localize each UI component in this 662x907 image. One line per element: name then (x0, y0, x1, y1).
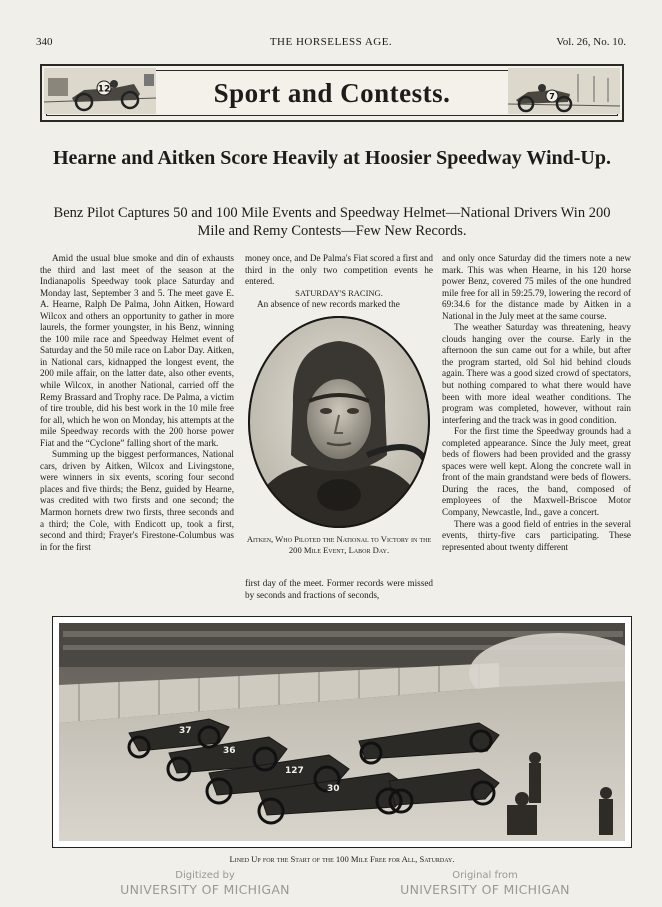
car-number-30: 30 (327, 784, 340, 794)
car-number-37: 37 (179, 726, 192, 736)
col2-paragraph-2: An absence of new records marked the (257, 299, 400, 310)
article-headline: Hearne and Aitken Score Heavily at Hoosier Speedway Wind-Up. (53, 147, 611, 169)
col1-paragraph-1: Amid the usual blue smoke and din of exhausts the third and last meet of the season at the Indianapolis Speedway took place Saturday and Monday last, September 3 and 5. The meet gave E. A. Hearne, Ralph De Palma, John Aitken, Howard Wilcox and others an opportunity to gather in more laurels, the former youngster, in his Benz, winning the 100 mile race and Speedway Helmet event of Saturday and the 50 mile race on Labor Day. Aitken, in National cars, kidnapped the longest event, the 200 mile affair, on the latter date, also other events, while Wilcox, in another National, carried off the Remy Brassard and Trophy race. De Palma, a victim of tire trouble, did his best work in the 10 mile free for all, which he won on Monday, his attempts at the mile Speedway records with the 200 horse power Fiat and the “Cyclone” falling short of the mark. (40, 253, 234, 448)
section-subhead-saturday: SATURDAY'S RACING. (295, 287, 383, 298)
digitized-by-watermark (100, 870, 310, 897)
column-3 (442, 253, 631, 553)
race-lineup-illustration (59, 623, 625, 841)
page-number: 340 (36, 36, 53, 48)
col1-paragraph-2: Summing up the biggest performances, National cars, driven by Aitken, Wilcox and Livingstone, were winners in six events, scoring four second places and five thirds; the Benz, guided by Hearne, was credited with two firsts and one second; the Marmon hornets drew two firsts, three seconds and a third; the Cole, with Endicott up, took a first, second and third; Frayer's Firestone-Columbus was in for the first (40, 449, 234, 552)
col3-paragraph-2: The weather Saturday was threatening, heavy clouds hanging over the course. Early in the afternoon the sun came out for a while, but after the program started, old Sol hid behind clouds again. There was a good sized crowd of spectators, but nothing compared to what there would have been with more ideal weather conditions. The program was completed, however, without rain interfering and the track was in good condition. (442, 322, 631, 425)
article-subhead: Benz Pilot Captures 50 and 100 Mile Events and Speedway Helmet—National Drivers Win 200 Mile and Remy Contests—Few New Records. (53, 205, 611, 239)
running-head (36, 36, 626, 50)
digitized-by-institution: UNIVERSITY OF MICHIGAN (120, 882, 290, 897)
car-number-127: 127 (285, 766, 304, 776)
original-from-label: Original from (452, 870, 518, 881)
column-1 (40, 253, 234, 553)
original-from-institution: UNIVERSITY OF MICHIGAN (400, 882, 570, 897)
magazine-title: THE HORSELESS AGE. (269, 36, 393, 48)
race-car-vignette-right (508, 68, 620, 114)
aitken-portrait (247, 315, 431, 529)
lineup-photo (59, 623, 625, 841)
lineup-photo-caption: Lined Up for the Start of the 100 Mile Free for All, Saturday. (229, 854, 455, 864)
car-number-36: 36 (223, 746, 236, 756)
col3-paragraph-3: For the first time the Speedway grounds had a completed appearance. Since the July meet, great beds of flowers had been provided and the grassy spaces were well kept. Along the concrete wall in front of the main grandstand were beds of flowers. During the races, the band, composed of employees of the Maxwell-Briscoe Motor Company, Newcastle, Ind., gave a concert. (442, 426, 631, 518)
original-from-watermark (380, 870, 590, 897)
section-banner (40, 64, 624, 122)
volume-issue: Vol. 26, No. 10. (556, 36, 626, 48)
column-2-bottom (245, 578, 433, 601)
col3-paragraph-1: and only once Saturday did the timers note a new mark. This was when Hearne, in his 120 horse power Benz, covered 75 miles of the one hundred mile free for all in 59:25.79, lowering the record of 69:34.6 for the distance made by Aitken in a National in the July meet at the same course. (442, 253, 631, 321)
banner-car-number-7: 7 (549, 92, 555, 101)
col2-paragraph-3: first day of the meet. Former records were missed by seconds and fractions of seconds, (245, 578, 433, 600)
lineup-photo-frame (52, 616, 632, 848)
digitized-by-label: Digitized by (175, 870, 235, 881)
col2-paragraph-1: money once, and De Palma's Fiat scored a first and third in the only two competition events he entered. (245, 253, 433, 287)
column-2-top (245, 253, 433, 311)
section-title: Sport and Contests. (213, 78, 451, 108)
banner-car-number-12: 12 (97, 84, 111, 95)
col3-paragraph-4: There was a good field of entries in the several events, thirty-five cars participating. These represented about twenty different (442, 518, 631, 552)
portrait-caption: Aitken, Who Piloted the National to Victory in the 200 Mile Event, Labor Day. (246, 534, 432, 555)
